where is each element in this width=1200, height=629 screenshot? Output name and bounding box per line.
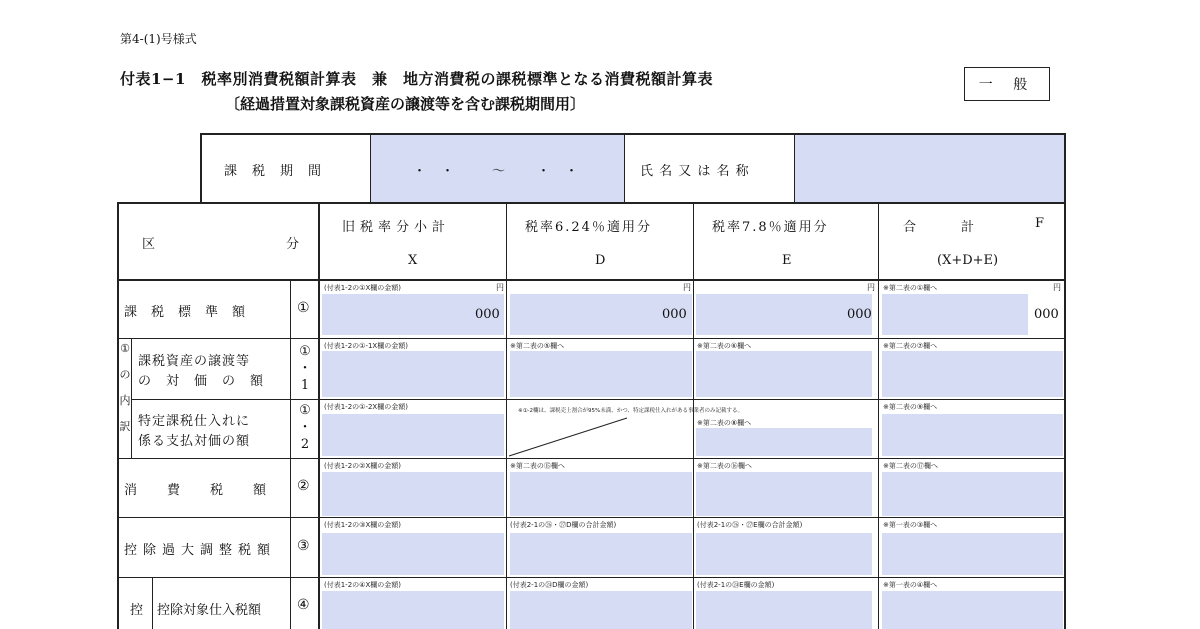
col-x-letter: X [408,253,418,268]
period-tilde: 〜 [492,164,507,179]
period-row [200,133,1066,204]
row2-label: 消費税額 [124,483,297,498]
row12-note-x: (付表1-2の①-2X欄の金額) [324,403,408,411]
col-x-title: 旧税率分小計 [342,220,451,235]
cell-r3-x[interactable] [322,533,504,575]
cell-r12-x[interactable] [322,414,504,456]
cell-r11-d[interactable] [510,351,692,397]
row12-num-c: 2 [300,437,310,452]
cell-r11-e[interactable] [696,351,872,397]
row3-label: 控除過大調整税額 [124,543,277,558]
row11-label-a: 課税資産の譲渡等 [138,354,251,369]
header-bun: 分 [286,237,305,252]
form-title: 付表1−1 税率別消費税額計算表 兼 地方消費税の課税標準となる消費税額計算表 [120,70,713,88]
row4-note-f: ※第一表の④欄へ [883,581,938,589]
col-d-title: 税率6.24％適用分 [525,220,652,235]
name-label: 氏 名 又 は 名 称 [640,164,750,179]
uchiwake-2: の [119,368,131,381]
row11-label-b: の 対 価 の 額 [138,374,265,389]
row1-val-e: 000 [847,307,872,322]
row1-val-d: 000 [662,307,687,322]
cell-r12-e[interactable] [696,428,872,456]
row11-note-d: ※第二表の⑤欄へ [510,342,565,350]
cell-r12-f[interactable] [882,414,1063,456]
row11-num-a: ① [299,344,311,359]
row2-note-x: (付表1-2の②X欄の金額) [324,462,401,470]
row11-note-x: (付表1-2の①-1X欄の金額) [324,342,408,350]
form-subtitle: 〔経過措置対象課税資産の譲渡等を含む課税期間用〕 [225,95,586,113]
row1-note-x: (付表1-2の①X欄の金額) [324,284,401,292]
uchiwake-1: ① [120,342,130,355]
cell-r11-x[interactable] [322,351,504,397]
row12-num-b: ・ [298,420,312,435]
cell-r3-d[interactable] [510,533,692,575]
row2-note-d: ※第二表の⑮欄へ [510,462,565,470]
cell-r2-f[interactable] [882,472,1063,516]
row4-num: ④ [297,597,310,613]
cell-r4-x[interactable] [322,591,504,629]
row11-num-b: ・ [298,361,312,376]
row4-note-e: (付表2-1の㉔E欄の金額) [697,581,775,589]
period-end: ・ ・ [537,164,580,179]
row2-note-e: ※第二表の⑯欄へ [697,462,752,470]
row4-note-x: (付表1-2の④X欄の金額) [324,581,401,589]
row1-label: 課税標準額 [124,305,260,320]
row1-note-f: ※第二表の①欄へ [883,284,938,292]
row11-num [296,343,314,394]
row12-note-f: ※第二表の⑨欄へ [883,403,938,411]
name-input[interactable] [794,133,1066,204]
cell-r4-f[interactable] [882,591,1063,629]
row1-num: ① [297,300,310,316]
cell-r3-f[interactable] [882,533,1063,575]
row12-num-a: ① [299,403,311,418]
row12-label-a: 特定課税仕入れに [138,414,251,429]
uchiwake-3: 内 [119,394,131,407]
row3-note-e: (付表2-1の㉖・㉗E欄の合計金額) [697,521,803,529]
row12-note-d: ※①-2欄は、課税売上割合が95%未満、かつ、特定課税仕入れがある事業者のみ記載する。 [518,408,744,414]
row4-label-side: 控 [130,603,144,618]
row1-unit-x: 円 [496,283,504,292]
col-e-letter: E [782,253,792,268]
row2-num: ② [297,478,310,494]
row12-note-e: ※第二表の⑧欄へ [697,419,752,427]
row11-note-f: ※第二表の⑦欄へ [883,342,938,350]
row3-num: ③ [297,538,310,554]
cell-r4-d[interactable] [510,591,692,629]
row3-note-f: ※第一表の③欄へ [883,521,938,529]
header-kubun: 区 [142,237,161,252]
col-e-title: 税率7.8％適用分 [712,220,829,235]
cell-r2-e[interactable] [696,472,872,516]
cell-r11-f[interactable] [882,351,1063,397]
row12-label-b: 係る支払対価の額 [138,434,251,449]
cell-r2-d[interactable] [510,472,692,516]
uchiwake-label [119,342,131,434]
row4-note-d: (付表2-1の㉔D欄の金額) [510,581,589,589]
row3-note-x: (付表1-2の③X欄の金額) [324,521,401,529]
col-d-letter: D [595,253,606,268]
cell-r2-x[interactable] [322,472,504,516]
row1-val-f: 000 [1034,307,1059,322]
form-number: 第4-(1)号様式 [120,32,197,46]
period-label: 課 税 期 間 [224,164,323,179]
row3-note-d: (付表2-1の㉖・㉗D欄の合計金額) [510,521,617,529]
row1-val-x: 000 [475,307,500,322]
period-start: ・ ・ [413,164,456,179]
cell-r3-e[interactable] [696,533,872,575]
row1-unit-e: 円 [867,283,875,292]
cell-r1-e[interactable] [696,294,872,335]
cell-r4-e[interactable] [696,591,872,629]
row1-unit-f: 円 [1053,283,1061,292]
col-f-title-a: 合 [903,220,917,235]
cell-r1-f[interactable] [882,294,1028,335]
row12-num [296,402,314,453]
row2-note-f: ※第二表の⑰欄へ [883,462,938,470]
col-f-letter: (X+D+E) [937,253,999,268]
uchiwake-4: 訳 [119,420,131,433]
row1-unit-d: 円 [683,283,691,292]
col-f-title-c: F [1035,216,1045,231]
category-badge: 一 般 [964,67,1050,101]
col-f-title-b: 計 [961,220,975,235]
row11-note-e: ※第二表の⑥欄へ [697,342,752,350]
row4-label: 控除対象仕入税額 [157,603,262,618]
row11-num-c: 1 [300,378,310,393]
